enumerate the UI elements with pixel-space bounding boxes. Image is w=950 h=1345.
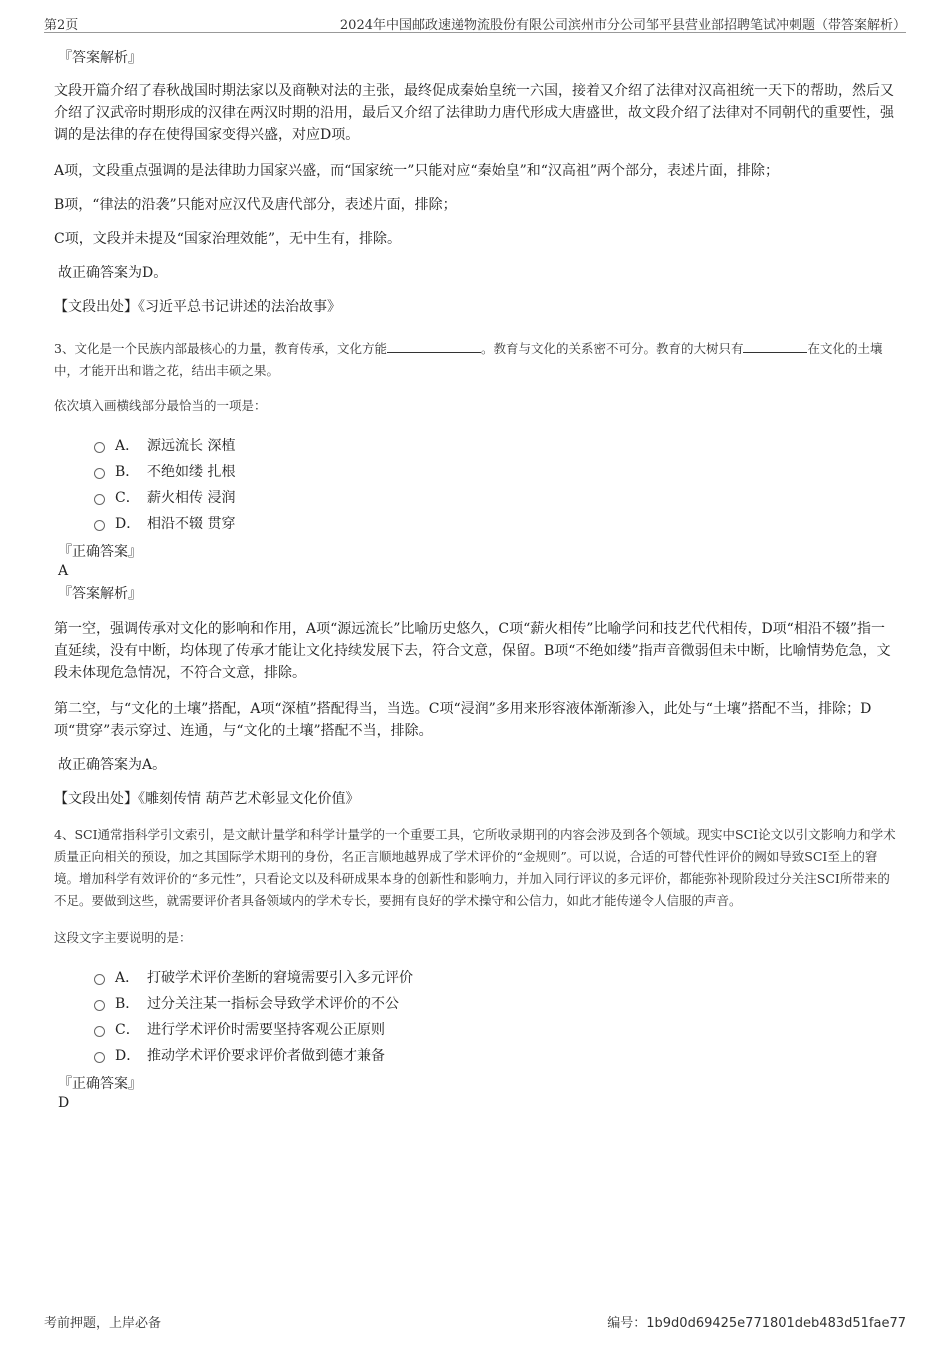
- document-title: 2024年中国邮政速递物流股份有限公司滨州市分公司邹平县营业部招聘笔试冲刺题（带答案解析）: [339, 18, 906, 33]
- question-3: [54, 338, 896, 810]
- code-value: 1b9d0d69425e771801deb483d51fae77: [646, 1316, 906, 1331]
- radio-icon[interactable]: [94, 520, 105, 531]
- q3-option-b[interactable]: [94, 458, 896, 484]
- option-letter: D．: [115, 516, 141, 532]
- option-text: 源远流长 深植: [147, 438, 236, 454]
- q4-stem: 4、SCI通常指科学引文索引，是文献计量学和科学计量学的一个重要工具，它所收录期刊的内容会涉及到各个领域。现实中SCI论文以引文影响力和学术质量正向相关的预设，加之其国际学术期刊的身份，名正言顺地越界成了学术评价的“金规则”。可以说，合适的可替代性评价的阙如导致SCI至上的窘境。增加科学有效评价的“多元性”，只看论文以及科研成果本身的创新性和影响力，并加入同行评议的多元评价，都能弥补现阶段过分关注SCI所带来的不足。要做到这些，就需要评价者具备领域内的学术专长，要拥有良好的学术操守和公信力，如此才能传递令人信服的声音。: [54, 827, 896, 908]
- q4-options: [94, 964, 896, 1068]
- q3-analysis-para-3: 故正确答案为A。: [58, 757, 167, 773]
- code-label: 编号：: [607, 1316, 647, 1331]
- q3-option-d[interactable]: [94, 510, 896, 536]
- page-footer: [44, 1312, 906, 1330]
- q2-analysis: [54, 80, 896, 284]
- q3-stem-part1: 3、文化是一个民族内部最核心的力量，教育传承，文化方能: [54, 341, 387, 356]
- option-text: 相沿不辍 贯穿: [147, 516, 236, 532]
- option-letter: C．: [115, 490, 140, 506]
- q3-analysis-label: 『答案解析』: [58, 586, 142, 602]
- q3-analysis-para-1: 第一空，强调传承对文化的影响和作用，A项“源远流长”比喻历史悠久，C项“薪火相传”比喻学问和技艺代代相传，D项“相沿不辍”指一直延续，没有中断，均体现了传承才能让文化持续发展下去，符合文意，保留。B项“不绝如缕”指声音微弱但未中断，比喻情势危急，文段未体现危急情况，不符合文意，排除。: [54, 621, 891, 681]
- q3-analysis-para-2: 第二空，与“文化的土壤”搭配，A项“深植”搭配得当，当选。C项“浸润”多用来形容液体渐渐渗入，此处与“土壤”搭配不当，排除；D项“贯穿”表示穿过、连通，与“文化的土壤”搭配不当，排除。: [54, 701, 872, 739]
- radio-icon[interactable]: [94, 1052, 105, 1063]
- page-content: [54, 48, 896, 1112]
- q4-correct-label: 『正确答案』: [58, 1076, 142, 1092]
- option-text: 进行学术评价时需要坚持客观公正原则: [147, 1022, 385, 1038]
- question-4: [54, 824, 896, 1112]
- q2-analysis-para-2: A项，文段重点强调的是法律助力国家兴盛，而“国家统一”只能对应“秦始皇”和“汉高祖”两个部分，表述片面，排除；: [54, 163, 780, 179]
- q2-analysis-para-4: C项，文段并未提及“国家治理效能”，无中生有，排除。: [54, 231, 402, 247]
- radio-icon[interactable]: [94, 494, 105, 505]
- q3-correct-value: A: [58, 563, 69, 579]
- q3-stem-part2: 。教育与文化的关系密不可分。教育的大树只有: [480, 341, 744, 356]
- q2-analysis-label: 『答案解析』: [58, 50, 142, 66]
- q3-correct-label: 『正确答案』: [58, 544, 142, 560]
- q3-options: [94, 432, 896, 536]
- q3-blank-2[interactable]: [743, 340, 807, 353]
- q3-source: 【文段出处】《雕刻传情 葫芦艺术彰显文化价值》: [54, 791, 360, 807]
- option-text: 打破学术评价垄断的窘境需要引入多元评价: [147, 970, 413, 986]
- q3-option-a[interactable]: [94, 432, 896, 458]
- q4-correct-value: D: [58, 1095, 70, 1111]
- radio-icon[interactable]: [94, 442, 105, 453]
- q2-analysis-para-5: 故正确答案为D。: [58, 265, 168, 281]
- option-text: 推动学术评价要求评价者做到德才兼备: [147, 1048, 385, 1064]
- option-text: 过分关注某一指标会导致学术评价的不公: [147, 996, 399, 1012]
- radio-icon[interactable]: [94, 1026, 105, 1037]
- q4-option-d[interactable]: [94, 1042, 896, 1068]
- radio-icon[interactable]: [94, 468, 105, 479]
- option-letter: B．: [115, 996, 140, 1012]
- option-letter: D．: [115, 1048, 141, 1064]
- option-text: 不绝如缕 扎根: [147, 464, 236, 480]
- document-code: [607, 1312, 906, 1331]
- radio-icon[interactable]: [94, 974, 105, 985]
- option-letter: B．: [115, 464, 140, 480]
- page-number: 第2页: [44, 18, 79, 33]
- option-text: 薪火相传 浸润: [147, 490, 236, 506]
- page-header: [44, 14, 906, 33]
- option-letter: C．: [115, 1022, 140, 1038]
- q3-blank-1[interactable]: [387, 340, 481, 353]
- radio-icon[interactable]: [94, 1000, 105, 1011]
- q2-analysis-para-3: B项，“律法的沿袭”只能对应汉代及唐代部分，表述片面，排除；: [54, 197, 457, 213]
- q2-source: 【文段出处】《习近平总书记讲述的法治故事》: [54, 299, 341, 315]
- q3-analysis: [54, 618, 896, 776]
- option-letter: A．: [115, 438, 140, 454]
- q3-stem-part3: 在文化的土壤中，才能开出和谐之花，结出丰硕之果。: [54, 341, 883, 378]
- q3-stem: [54, 338, 896, 382]
- q4-option-a[interactable]: [94, 964, 896, 990]
- footer-slogan: 考前押题，上岸必备: [44, 1316, 162, 1331]
- q3-option-c[interactable]: [94, 484, 896, 510]
- q3-ask: 依次填入画横线部分最恰当的一项是：: [54, 398, 267, 413]
- q4-ask: 这段文字主要说明的是：: [54, 930, 192, 945]
- option-letter: A．: [115, 970, 140, 986]
- q4-option-c[interactable]: [94, 1016, 896, 1042]
- q2-analysis-para-1: 文段开篇介绍了春秋战国时期法家以及商鞅对法的主张，最终促成秦始皇统一六国，接着又介绍了法律对汉高祖统一天下的帮助，然后又介绍了汉武帝时期形成的汉律在两汉时期的沿用，最后又介绍了法律助力唐代形成大唐盛世，故文段介绍了法律对不同朝代的重要性，强调的是法律的存在使得国家变得兴盛，对应D项。: [54, 83, 894, 143]
- q4-option-b[interactable]: [94, 990, 896, 1016]
